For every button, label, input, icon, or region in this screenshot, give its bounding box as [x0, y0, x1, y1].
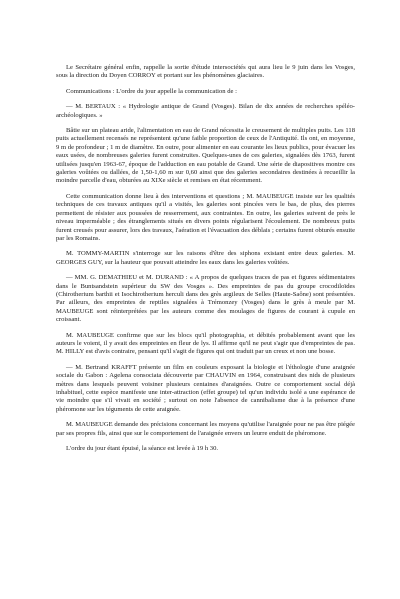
paragraph-closing: L'ordre du jour étant épuisé, la séance est levée à 19 h 30. — [66, 445, 219, 453]
paragraph-communications-intro: Communications : L'ordre du jour appelle la communication de : — [66, 87, 237, 95]
paragraph-tommy-martin-question: M. TOMMY-MARTIN s'interroge sur les raisons d'être des siphons existant entre deux galeries. M. GEORGES GUY, sur la hauteur que pouvait atteindre les eaux dans les galeries voûtées. — [56, 250, 355, 266]
paragraph-bertaux-title: — M. BERTAUX : « Hydrologie antique de Grand (Vosges). Bilan de dix années de recherches spéléo-archéologiques. » — [56, 103, 355, 119]
paragraph-grand-hydrology: Bâtie sur un plateau aride, l'alimentation en eau de Grand nécessita le creusement de multiples puits. Les 118 puits actuellement recensés ne représentent qu'une faible proportion de ceux de l'Antiquité. Ils ont, en moyenne, 9 m de profondeur ; 1 m de diamètre. En outre, pour alimenter en eau courante les lieux publics, pour évacuer les eaux usées, de nombreuses galeries furent construites. Quelques-unes de ces galeries, signalées dès 1763, furent utilisées jusqu'en 1963-67, époque de l'adduction en eau potable de Grand. Une série de diapositives montre ces galeries voûtées ou dallées, de 1,50-1,60 m sur 0,60 ainsi que des galeries secondaires destinées à recueillir la moindre parcelle d'eau, obturées au XIXe siècle et remises en état récemment. — [56, 127, 355, 185]
paragraph-maubeuge-confirms: M. MAUBEUGE confirme que sur les blocs qu'il photographia, et débités probablement avant que les auteurs le voient, il y avait des empreintes en fleur de lys. Il affirme qu'il ne peut s'agir que d'empreintes de pas. M. HILLY est d'avis contraire, pensant qu'il s'agit de figures qui ont traduit par un creux et non une bosse. — [56, 331, 355, 356]
paragraph-krafft-film: — M. Bertrand KRAFFT présente un film en couleurs exposant la biologie et l'éthologie d'une araignée sociale du Gabon : Agelena consociata découverte par CHAUVIN en 1964, construisant des nids de plusieurs mètres dans lesquels peuvent voisiner plusieurs centaines d'araignées. Outre ce comportement social déjà inhabituel, cette espèce manifeste une inter-attraction (effet groupe) tel qu'un individu isolé a une espérance de vie moindre que s'il vivait en société ; surtout on note l'absence de cannibalisme due à la présence d'une phéromone sur les téguments de cette araignée. — [56, 363, 355, 413]
paragraph-maubeuge-discussion: Cette communication donne lieu à des interventions et questions ; M. MAUBEUGE insiste sur les qualités techniques de ces travaux antiques qu'il a visités, les galeries sont pincées vers le bas, de plus, des pierres permettent de résister aux poussées de resserrement, aux contraintes. En outre, les galeries suivent de près le niveau imperméable ; des étranglements situés en divers points régularisent l'écoulement. De nombreux puits furent creusés pour assurer, lors des travaux, l'aération et l'évacuation des déblais ; certains furent obturés ensuite par les Romains. — [56, 192, 355, 242]
paragraph-demathieu-durand: — MM. G. DEMATHIEU et M. DURAND : « A propos de quelques traces de pas et figures sédimentaires dans le Buntsandstein supérieur du SW des Vosges ». Des empreintes de pas du groupe crocodiloïdes (Chirotherium barthii et Isochirotherium herculi dans des grès argileux de Selles (Haute-Saône) sont présentées. Par ailleurs, des empreintes de reptiles signalées à Trémonzey (Vosges) dans le grès à meule par M. MAUBEUGE sont réinterprétées par les auteurs comme des moulages de figures de courant à cupule en croissant. — [56, 274, 355, 324]
paragraph-maubeuge-asks: M. MAUBEUGE demande des précisions concernant les moyens qu'utilise l'araignée pour ne pas être piégée par ses propres fils, ainsi que sur le comportement de l'araignée envers un leurre enduit de phéromone. — [56, 421, 355, 437]
paragraph-excursion: Le Secrétaire général enfin, rappelle la sortie d'étude intersociétés qui aura lieu le 9 juin dans les Vosges, sous la direction du Doyen CORROY et portant sur les phénomènes glaciaires. — [56, 64, 355, 80]
